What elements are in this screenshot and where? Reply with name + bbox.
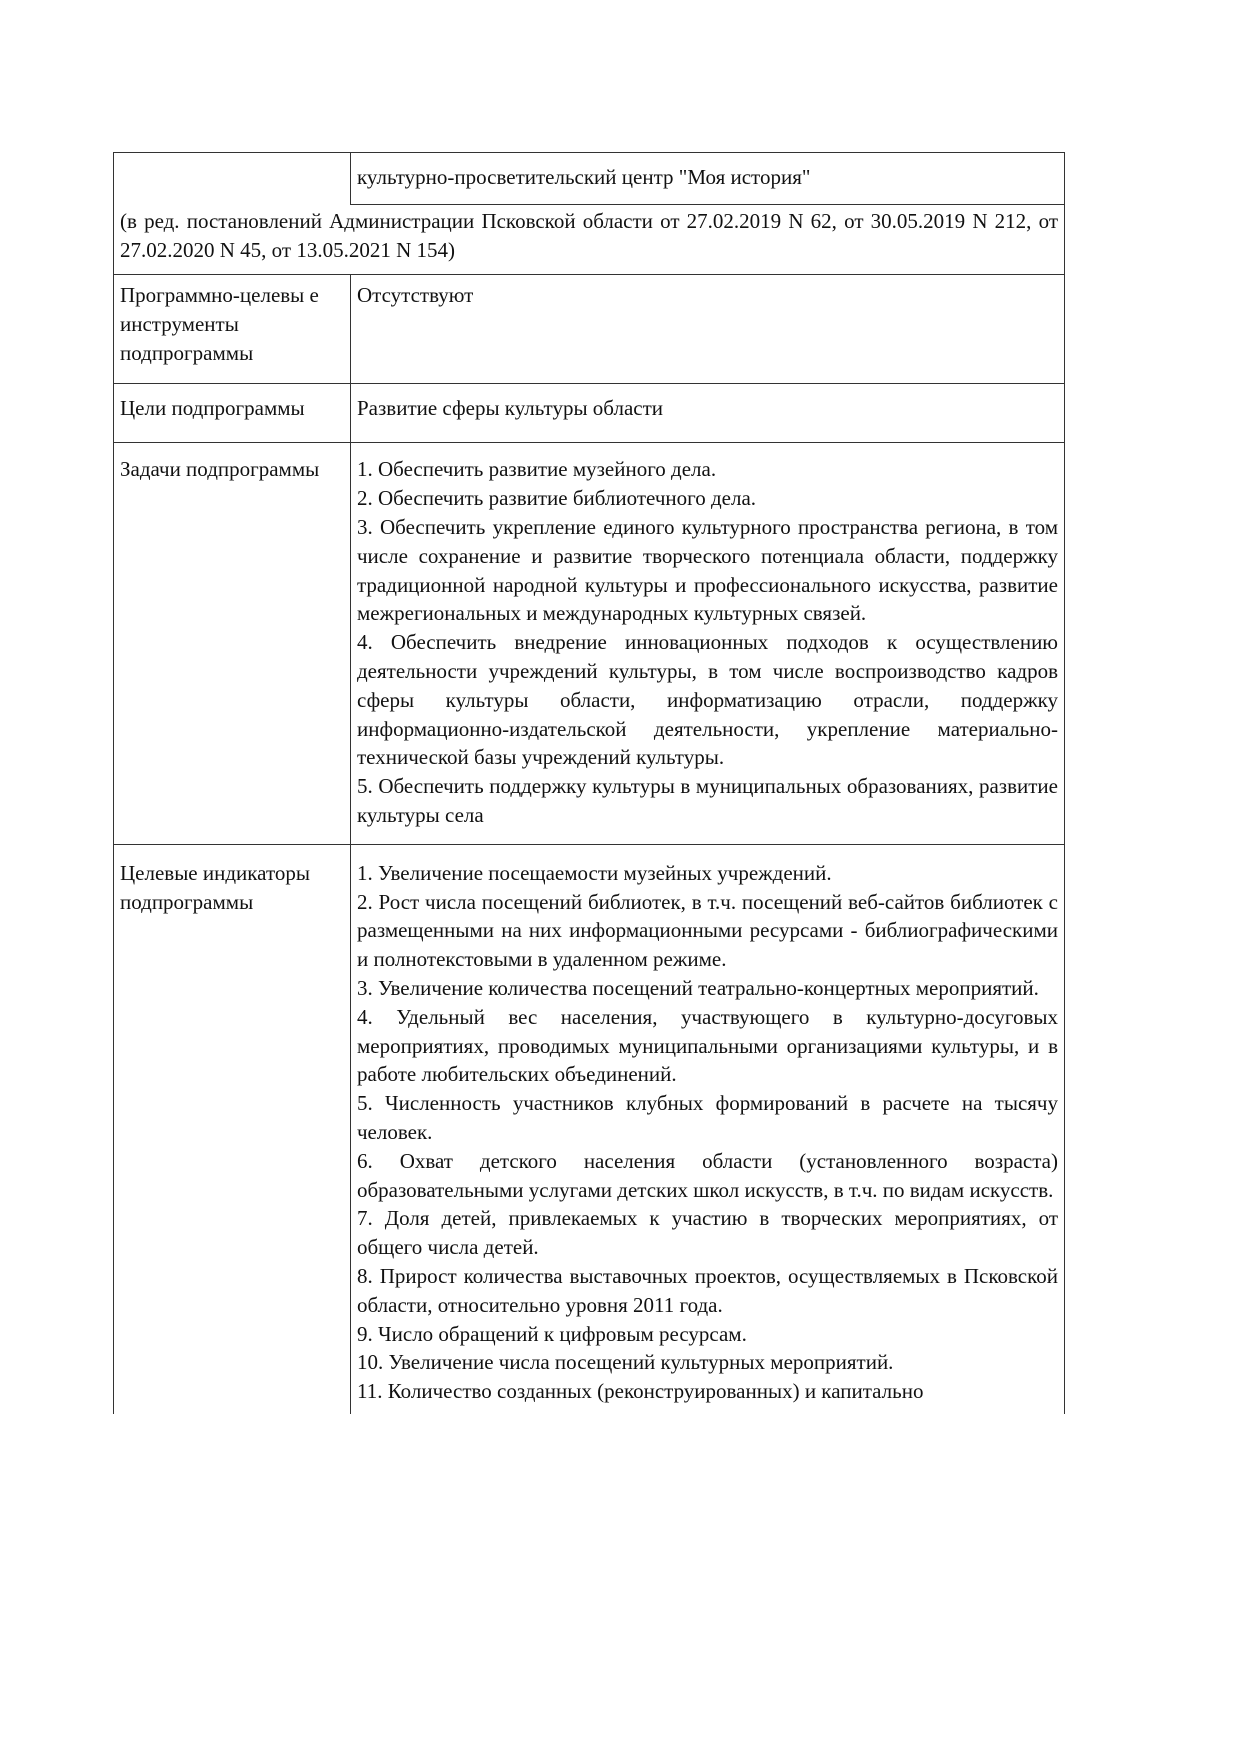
row-value: Отсутствуют bbox=[351, 275, 1065, 384]
empty-cell bbox=[114, 153, 351, 205]
row-label: Задачи подпрограммы bbox=[114, 443, 351, 844]
indicators-list bbox=[351, 844, 1065, 1414]
table-row-tasks bbox=[114, 443, 1065, 844]
list-item: 3. Обеспечить укрепление единого культурного пространства региона, в том числе сохранение и развитие творческого потенциала области, поддержку традиционной народной культуры и профессионального искусства, развитие межрегиональных и международных культурных связей. bbox=[357, 514, 1058, 626]
list-item: 5. Численность участников клубных формирований в расчете на тысячу человек. bbox=[357, 1091, 1058, 1144]
table-row-indicators bbox=[114, 844, 1065, 1414]
table-row-continued bbox=[114, 153, 1065, 205]
row-value: Развитие сферы культуры области bbox=[351, 384, 1065, 443]
table-row-instruments bbox=[114, 275, 1065, 384]
subprogram-passport-table bbox=[113, 152, 1065, 1414]
continued-cell: культурно-просветительский центр "Моя история" bbox=[351, 153, 1065, 205]
list-item: 4. Удельный вес населения, участвующего в культурно-досуговых мероприятиях, проводимых муниципальными организациями культуры, и в работе любительских объединений. bbox=[357, 1004, 1058, 1087]
list-item: 8. Прирост количества выставочных проектов, осуществляемых в Псковской области, относительно уровня 2011 года. bbox=[357, 1263, 1058, 1317]
list-item: 1. Обеспечить развитие музейного дела. bbox=[357, 457, 717, 482]
list-item: 11. Количество созданных (реконструированных) и капитально bbox=[357, 1379, 924, 1404]
table-row-note bbox=[114, 204, 1065, 275]
list-item: 4. Обеспечить внедрение инновационных подходов к осуществлению деятельности учреждений культуры, в том числе воспроизводство кадров сферы культуры области, информатизацию отрасли, поддержку информационно-издательской деятельности, укрепление материально-технической базы учреждений культуры. bbox=[357, 630, 1058, 770]
row-label: Программно-целевы е инструменты подпрограммы bbox=[114, 275, 351, 384]
list-item: 10. Увеличение числа посещений культурных мероприятий. bbox=[357, 1350, 894, 1375]
table-row-goals bbox=[114, 384, 1065, 443]
list-item: 3. Увеличение количества посещений театрально-концертных мероприятий. bbox=[357, 975, 1039, 1000]
list-item: 9. Число обращений к цифровым ресурсам. bbox=[357, 1321, 747, 1346]
tasks-list bbox=[351, 443, 1065, 844]
list-item: 2. Рост числа посещений библиотек, в т.ч. посещений веб-сайтов библиотек с размещенными на них информационными ресурсами - библиографическими и полнотекстовыми в удаленном режиме. bbox=[357, 889, 1058, 972]
list-item: 7. Доля детей, привлекаемых к участию в творческих мероприятиях, от общего числа детей. bbox=[357, 1206, 1058, 1260]
list-item: 6. Охват детского населения области (установленного возраста) образовательными услугами детских школ искусств, в т.ч. по видам искусств. bbox=[357, 1148, 1058, 1202]
row-label: Целевые индикаторы подпрограммы bbox=[114, 844, 351, 1414]
row-label: Цели подпрограммы bbox=[114, 384, 351, 443]
list-item: 2. Обеспечить развитие библиотечного дела. bbox=[357, 486, 757, 511]
amendment-note: (в ред. постановлений Администрации Псковской области от 27.02.2019 N 62, от 30.05.2019 N 212, от 27.02.2020 N 45, от 13.05.2021 N 154) bbox=[114, 204, 1065, 275]
list-item: 5. Обеспечить поддержку культуры в муниципальных образованиях, развитие культуры села bbox=[357, 774, 1058, 827]
list-item: 1. Увеличение посещаемости музейных учреждений. bbox=[357, 860, 832, 885]
